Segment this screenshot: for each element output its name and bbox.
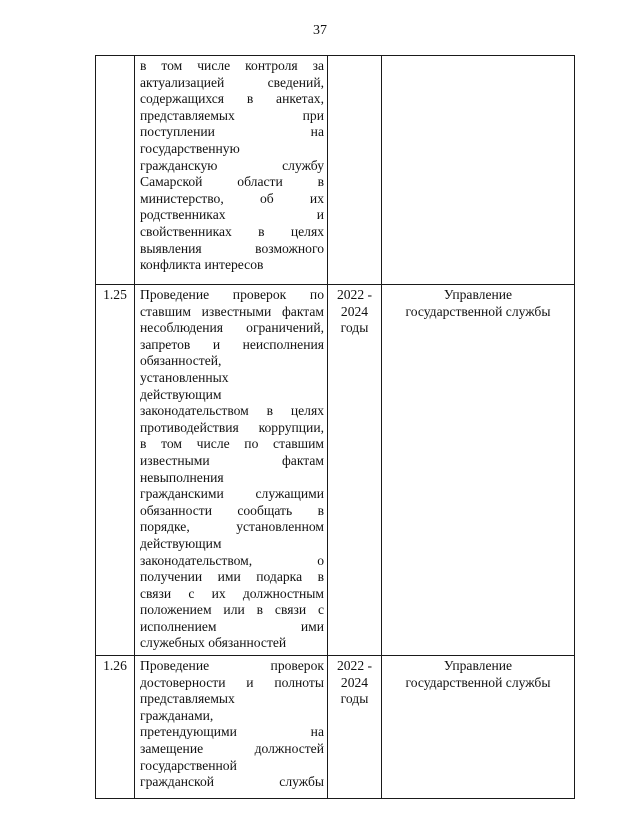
item-responsible: Управление государственной службы bbox=[382, 656, 575, 799]
item-description: в том числе контроля за актуализацией сведений, содержащихся в анкетах, представляемых при поступлении на государственную гражданскую службу Самарской области в министерство, об их родственниках и свойственниках в целях выявления возможного конфликта интересов bbox=[135, 56, 328, 285]
item-number: 1.25 bbox=[96, 285, 135, 656]
measures-table bbox=[95, 55, 575, 799]
table-row bbox=[96, 56, 575, 285]
item-description: Проведение проверок достоверности и полноты представляемых гражданами, претендующими на замещение должностей государственной гражданской службы bbox=[135, 656, 328, 799]
item-period: 2022 - 2024 годы bbox=[328, 285, 382, 656]
item-responsible bbox=[382, 56, 575, 285]
page-number: 37 bbox=[313, 23, 327, 38]
item-number bbox=[96, 56, 135, 285]
item-responsible: Управление государственной службы bbox=[382, 285, 575, 656]
table-row bbox=[96, 285, 575, 656]
table-row bbox=[96, 656, 575, 799]
item-period bbox=[328, 56, 382, 285]
item-period: 2022 - 2024 годы bbox=[328, 656, 382, 799]
item-number: 1.26 bbox=[96, 656, 135, 799]
item-description: Проведение проверок по ставшим известными фактам несоблюдения ограничений, запретов и неисполнения обязанностей, установленных действующим законодательством в целях противодействия коррупции, в том числе по ставшим известными фактам невыполнения гражданскими служащими обязанности сообщать в порядке, установленном действующим законодательством, о получении ими подарка в связи с их должностным положением или в связи с исполнением ими служебных обязанностей bbox=[135, 285, 328, 656]
